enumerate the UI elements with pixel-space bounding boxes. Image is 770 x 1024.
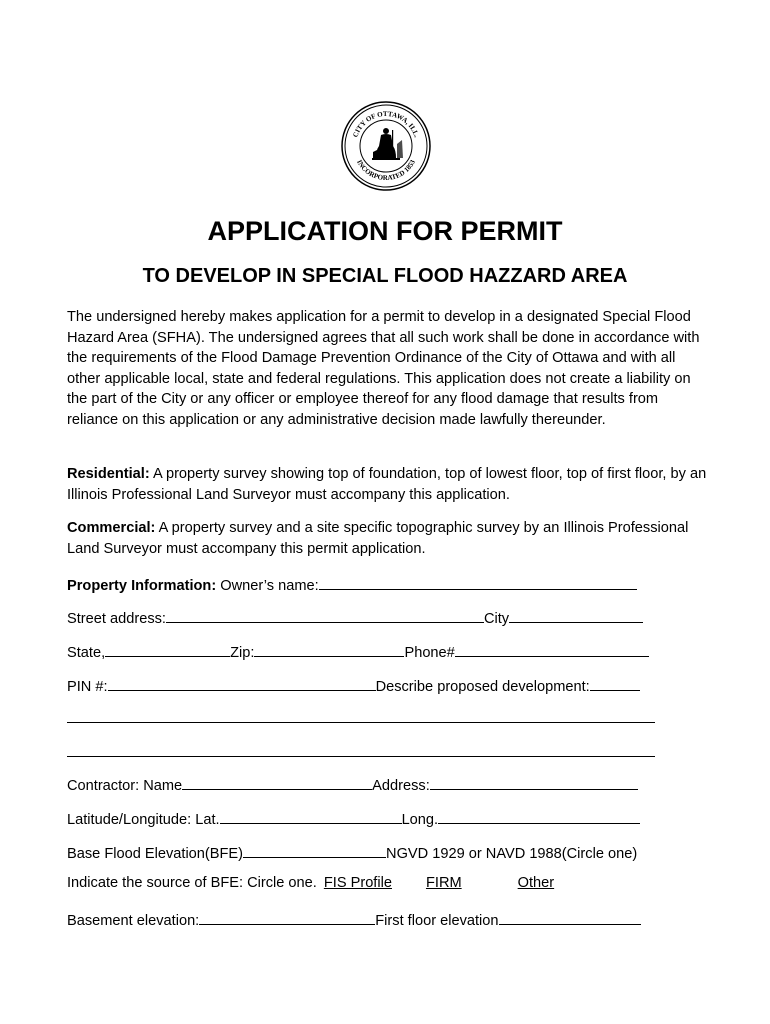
bfe-row [67,842,637,862]
phone-field[interactable] [455,641,649,657]
residential-text: A property survey showing top of foundation, top of lowest floor, top of first floor, by an Illinois Professional Land Surveyor must accompany this application. [67,466,707,503]
latitude-label: Latitude/Longitude: Lat. [67,812,220,828]
street-row [67,607,643,627]
elevation-row [67,909,641,929]
city-label: City [483,611,510,627]
address-label: Address: [372,778,430,794]
city-seal-logo [340,100,432,192]
state-label: State, [67,645,106,661]
describe-field[interactable] [590,675,640,691]
describe-label: Describe proposed development: [375,679,590,695]
zip-field[interactable] [254,641,404,657]
first-floor-elevation-label: First floor elevation [375,913,499,929]
option-other[interactable]: Other [517,875,555,891]
seal-bottom-text: INCORPORATED 1853 [355,158,417,183]
bfe-field[interactable] [243,842,386,858]
form-subtitle: TO DEVELOP IN SPECIAL FLOOD HAZZARD AREA [142,265,628,287]
contractor-name-field[interactable] [182,774,372,790]
owner-row [67,574,637,594]
pin-row [67,675,640,695]
property-info-label: Property Information: [67,578,217,594]
describe-field-line-2[interactable] [67,722,655,723]
bfe-label: Base Flood Elevation(BFE) [67,846,244,862]
bfe-source-row [67,875,554,891]
pin-label: PIN #: [67,679,108,695]
seal-top-text: CITY OF OTTAWA, ILL. [351,109,421,139]
street-address-label: Street address: [67,611,166,627]
datum-label: NGVD 1929 or NAVD 1988(Circle one) [386,846,638,862]
svg-text:INCORPORATED 1853 [355,158,417,182]
latitude-field[interactable] [220,808,402,824]
basement-elevation-label: Basement elevation: [67,913,200,929]
option-firm[interactable]: FIRM [425,875,462,891]
owner-name-field[interactable] [319,574,637,590]
bfe-source-label: Indicate the source of BFE: Circle one. [67,875,317,891]
describe-field-line-3[interactable] [67,756,655,757]
commercial-paragraph [67,518,707,559]
state-field[interactable] [105,641,230,657]
address-field[interactable] [430,774,638,790]
pin-field[interactable] [108,675,376,691]
residential-label: Residential: [67,466,150,482]
residential-paragraph [67,464,707,505]
street-address-field[interactable] [166,607,484,623]
contractor-name-label: Contractor: Name [67,778,183,794]
longitude-field[interactable] [438,808,640,824]
commercial-text: A property survey and a site specific topographic survey by an Illinois Professional Land Surveyor must accompany this permit application. [67,520,689,557]
intro-paragraph: The undersigned hereby makes application for a permit to develop in a designated Special Flood Hazard Area (SFHA). The undersigned agrees that all such work shall be done in accordance with the requirements of the Flood Damage Prevention Ordinance of the City of Ottawa and with all other applicable local, state and federal regulations. This application does not create a liability on the part of the City or any officer or employee thereof for any flood damage that results from reliance on this application or any administrative decision made lawfully thereunder. [67,309,700,428]
form-title: APPLICATION FOR PERMIT [207,216,563,246]
basement-elevation-field[interactable] [199,909,375,925]
phone-label: Phone# [404,645,455,661]
first-floor-elevation-field[interactable] [499,909,641,925]
commercial-label: Commercial: [67,520,156,536]
option-fis-profile[interactable]: FIS Profile [323,875,392,891]
state-row [67,641,649,661]
city-field[interactable] [509,607,643,623]
contractor-row [67,774,638,794]
zip-label: Zip: [230,645,255,661]
latlong-row [67,808,640,828]
longitude-label: Long. [401,812,439,828]
owner-name-label: Owner’s name: [216,578,319,594]
